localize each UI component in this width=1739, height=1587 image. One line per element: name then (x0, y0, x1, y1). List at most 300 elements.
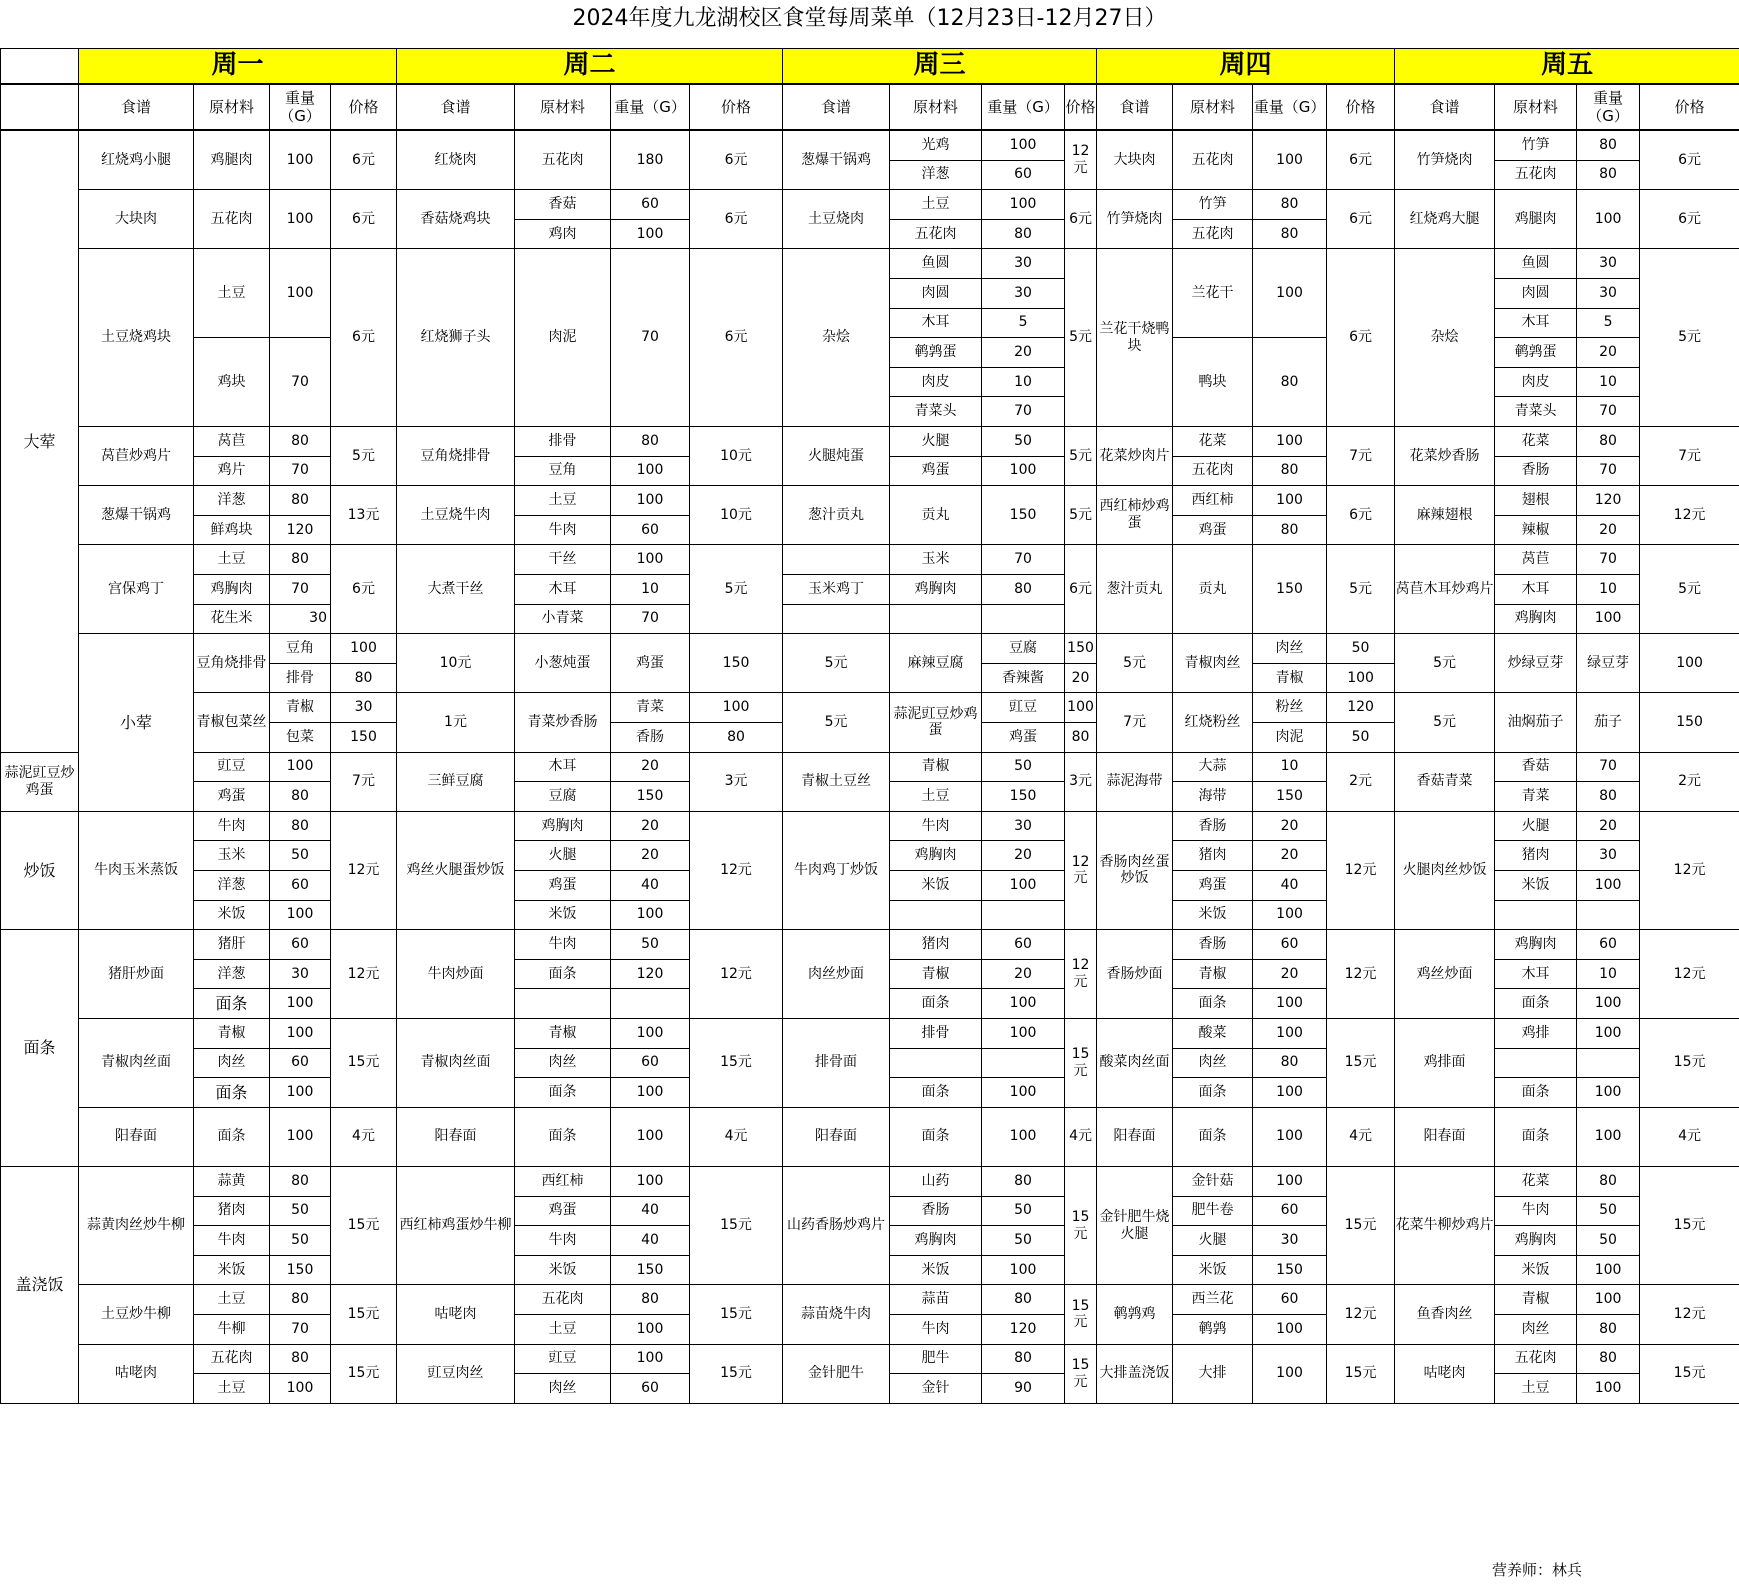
menu-cell: 香菇 (515, 190, 611, 220)
menu-cell: 100 (1253, 130, 1327, 190)
menu-cell: 10元 (397, 634, 515, 693)
menu-cell: 12元 (331, 930, 397, 1019)
menu-cell: 80 (982, 1285, 1065, 1315)
menu-cell: 豆角 (515, 456, 611, 486)
menu-cell: 米饭 (515, 1255, 611, 1285)
menu-cell: 香菇青菜 (1395, 752, 1495, 811)
menu-cell: 5元 (1097, 634, 1173, 693)
menu-cell: 鸡块 (194, 338, 270, 427)
menu-cell: 五花肉 (194, 1344, 270, 1374)
menu-cell: 米饭 (890, 870, 982, 900)
nutritionist-signature: 营养师：林兵 (1492, 1561, 1583, 1579)
menu-cell: 10 (1577, 959, 1640, 989)
menu-cell: 肉丝 (1253, 634, 1327, 664)
menu-cell: 杂烩 (783, 249, 890, 427)
menu-cell: 20 (611, 811, 690, 841)
menu-cell: 15元 (1065, 1018, 1097, 1107)
menu-cell: 莴苣炒鸡片 (79, 426, 194, 485)
menu-cell: 80 (1253, 338, 1327, 427)
corner-cell (1, 49, 79, 85)
menu-cell: 鸡蛋 (890, 456, 982, 486)
menu-cell: 猪肉 (1495, 841, 1577, 871)
menu-cell: 阳春面 (79, 1107, 194, 1166)
menu-cell: 葱爆干锅鸡 (79, 486, 194, 545)
menu-cell: 排骨 (515, 426, 611, 456)
menu-cell: 咕咾肉 (79, 1344, 194, 1403)
menu-cell: 12元 (1640, 811, 1739, 929)
menu-cell: 炒饭 (1, 811, 79, 929)
menu-row (1, 752, 1739, 782)
menu-cell: 100 (982, 130, 1065, 160)
menu-cell: 花生米 (194, 604, 270, 634)
menu-cell: 面条 (890, 989, 982, 1019)
menu-cell: 米饭 (194, 900, 270, 930)
menu-cell: 13元 (331, 486, 397, 545)
menu-cell: 炒绿豆芽 (1495, 634, 1577, 693)
menu-cell: 50 (982, 1226, 1065, 1256)
col-weight: 重量（G） (270, 84, 331, 130)
menu-cell: 7元 (331, 752, 397, 811)
menu-cell (515, 989, 611, 1019)
menu-cell: 阳春面 (397, 1107, 515, 1166)
menu-cell: 100 (611, 486, 690, 516)
menu-cell: 杂烩 (1395, 249, 1495, 427)
menu-cell: 豆角 (270, 634, 331, 664)
menu-cell: 15元 (690, 1285, 783, 1344)
menu-cell: 豇豆 (515, 1344, 611, 1374)
menu-cell: 6元 (331, 249, 397, 427)
menu-cell: 20 (982, 959, 1065, 989)
menu-cell: 150 (331, 723, 397, 753)
menu-cell: 80 (270, 426, 331, 456)
menu-cell: 100 (1253, 1018, 1327, 1048)
menu-cell: 50 (1327, 634, 1395, 664)
menu-cell: 80 (1253, 515, 1327, 545)
menu-cell: 香肠肉丝蛋炒饭 (1097, 811, 1173, 929)
menu-cell: 150 (1253, 782, 1327, 812)
menu-cell: 5元 (783, 693, 890, 752)
menu-cell: 木耳 (890, 308, 982, 338)
menu-cell: 5元 (331, 426, 397, 485)
menu-cell: 12元 (331, 811, 397, 929)
menu-cell: 30 (270, 959, 331, 989)
menu-cell: 5元 (1395, 693, 1495, 752)
menu-cell: 80 (1253, 219, 1327, 249)
menu-cell: 100 (1577, 1078, 1640, 1108)
menu-cell: 花菜牛柳炒鸡片 (1395, 1166, 1495, 1284)
menu-cell: 肉丝 (515, 1048, 611, 1078)
menu-cell: 60 (1253, 1285, 1327, 1315)
menu-cell: 五花肉 (194, 190, 270, 249)
menu-cell: 70 (270, 1314, 331, 1344)
menu-cell: 3元 (690, 752, 783, 811)
menu-cell: 土豆 (515, 486, 611, 516)
menu-cell: 排骨 (890, 1018, 982, 1048)
menu-cell: 40 (611, 870, 690, 900)
menu-cell: 茄子 (1577, 693, 1640, 752)
menu-cell: 120 (270, 515, 331, 545)
menu-cell: 豆角烧排骨 (397, 426, 515, 485)
menu-cell: 红烧鸡小腿 (79, 130, 194, 190)
menu-cell: 鸡蛋 (611, 634, 690, 693)
menu-cell: 兰花干 (1173, 249, 1253, 338)
menu-cell: 60 (1253, 930, 1327, 960)
menu-cell (982, 900, 1065, 930)
menu-cell: 6元 (690, 190, 783, 249)
menu-cell: 豇豆 (982, 693, 1065, 723)
menu-cell: 12元 (1065, 930, 1097, 1019)
menu-row (1, 1285, 1739, 1315)
menu-cell: 面条 (515, 1107, 611, 1166)
col-price: 价格 (331, 84, 397, 130)
menu-cell: 山药 (890, 1166, 982, 1196)
col-weight: 重量（G） (982, 84, 1065, 130)
menu-cell: 12元 (690, 811, 783, 929)
menu-cell: 30 (1253, 1226, 1327, 1256)
menu-cell: 金针菇 (1173, 1166, 1253, 1196)
menu-cell: 大排盖浇饭 (1097, 1344, 1173, 1403)
menu-cell: 100 (1253, 426, 1327, 456)
menu-cell: 土豆 (194, 545, 270, 575)
menu-cell: 小葱炖蛋 (515, 634, 611, 693)
menu-cell (982, 1048, 1065, 1078)
menu-cell: 鸡肉 (515, 219, 611, 249)
corner-cell-2 (1, 84, 79, 130)
menu-cell: 80 (982, 1166, 1065, 1196)
menu-row (1, 693, 1739, 723)
menu-cell: 100 (611, 1018, 690, 1048)
menu-cell: 5元 (1065, 249, 1097, 427)
menu-cell: 60 (1577, 930, 1640, 960)
menu-cell: 土豆烧鸡块 (79, 249, 194, 427)
menu-cell: 60 (611, 190, 690, 220)
menu-cell: 60 (270, 1048, 331, 1078)
menu-cell: 70 (982, 545, 1065, 575)
menu-cell: 米饭 (515, 900, 611, 930)
menu-cell: 面条 (890, 1107, 982, 1166)
menu-cell: 100 (611, 900, 690, 930)
menu-cell: 4元 (1640, 1107, 1739, 1166)
menu-table (0, 48, 1739, 1404)
menu-cell: 70 (1577, 397, 1640, 427)
menu-cell: 150 (1065, 634, 1097, 664)
menu-row (1, 426, 1739, 456)
menu-cell: 12元 (1327, 1285, 1395, 1344)
menu-cell: 鸡胸肉 (194, 574, 270, 604)
menu-cell: 120 (982, 1314, 1065, 1344)
menu-cell: 肉丝 (515, 1374, 611, 1404)
col-ingredient: 原材料 (1173, 84, 1253, 130)
menu-cell: 70 (1577, 456, 1640, 486)
menu-cell: 20 (611, 752, 690, 782)
menu-cell: 牛肉炒面 (397, 930, 515, 1019)
menu-cell: 鸡胸肉 (515, 811, 611, 841)
menu-cell: 80 (270, 486, 331, 516)
menu-cell: 6元 (1327, 249, 1395, 427)
menu-cell: 50 (982, 426, 1065, 456)
menu-cell: 豇豆肉丝 (397, 1344, 515, 1403)
menu-cell: 100 (270, 1018, 331, 1048)
menu-cell: 青椒包菜丝 (194, 693, 270, 752)
menu-cell: 火腿 (890, 426, 982, 456)
menu-cell: 90 (982, 1374, 1065, 1404)
menu-cell: 牛肉 (194, 1226, 270, 1256)
menu-cell: 鸡蛋 (515, 1196, 611, 1226)
menu-cell: 100 (270, 1107, 331, 1166)
menu-cell (1577, 1048, 1640, 1078)
menu-cell: 青椒 (270, 693, 331, 723)
menu-cell: 1元 (397, 693, 515, 752)
menu-cell: 鸡胸肉 (890, 574, 982, 604)
menu-cell: 80 (1577, 160, 1640, 190)
menu-cell: 面条 (1495, 989, 1577, 1019)
menu-cell: 肉圆 (1495, 278, 1577, 308)
col-weight: 重量（G） (1577, 84, 1640, 130)
menu-cell: 30 (270, 604, 331, 634)
menu-cell: 150 (1253, 1255, 1327, 1285)
menu-cell: 40 (611, 1226, 690, 1256)
col-price: 价格 (1065, 84, 1097, 130)
menu-cell: 洋葱 (194, 486, 270, 516)
menu-cell: 6元 (1640, 130, 1739, 190)
menu-cell: 20 (982, 841, 1065, 871)
menu-cell: 莴苣 (1495, 545, 1577, 575)
menu-cell: 鹌鹑蛋 (1495, 338, 1577, 368)
menu-cell: 150 (611, 1255, 690, 1285)
menu-cell: 米饭 (194, 1255, 270, 1285)
menu-cell: 土豆炒牛柳 (79, 1285, 194, 1344)
menu-cell: 12元 (1065, 130, 1097, 190)
menu-cell: 15元 (331, 1166, 397, 1284)
menu-cell (982, 604, 1065, 634)
menu-cell: 15元 (1065, 1344, 1097, 1403)
menu-cell: 猪肉 (194, 1196, 270, 1226)
menu-cell: 青菜头 (890, 397, 982, 427)
menu-cell: 80 (1253, 456, 1327, 486)
menu-cell: 100 (611, 219, 690, 249)
menu-cell: 30 (982, 278, 1065, 308)
menu-cell: 60 (982, 930, 1065, 960)
menu-cell: 木耳 (1495, 574, 1577, 604)
menu-cell: 西红柿 (1173, 486, 1253, 516)
menu-cell: 五花肉 (515, 130, 611, 190)
menu-cell: 100 (1577, 604, 1640, 634)
menu-cell: 包菜 (270, 723, 331, 753)
menu-cell: 牛肉 (515, 930, 611, 960)
menu-cell: 100 (611, 1078, 690, 1108)
menu-cell: 100 (331, 634, 397, 664)
col-dish: 食谱 (783, 84, 890, 130)
menu-cell: 盖浇饭 (1, 1166, 79, 1403)
menu-cell: 100 (1253, 989, 1327, 1019)
menu-cell: 30 (982, 249, 1065, 279)
menu-cell: 金针肥牛烧火腿 (1097, 1166, 1173, 1284)
menu-cell: 土豆烧肉 (783, 190, 890, 249)
menu-cell: 西红柿炒鸡蛋 (1097, 486, 1173, 545)
menu-cell: 80 (1577, 1314, 1640, 1344)
col-price: 价格 (1640, 84, 1739, 130)
menu-cell: 20 (611, 841, 690, 871)
menu-cell: 肉皮 (1495, 367, 1577, 397)
menu-cell: 红烧狮子头 (397, 249, 515, 427)
menu-cell: 猪肝炒面 (79, 930, 194, 1019)
menu-cell: 鸡蛋 (515, 870, 611, 900)
menu-cell: 6元 (1065, 545, 1097, 634)
menu-cell: 绿豆芽 (1577, 634, 1640, 693)
menu-cell: 100 (270, 190, 331, 249)
menu-cell: 大块肉 (79, 190, 194, 249)
menu-cell: 100 (982, 870, 1065, 900)
menu-cell: 蒜黄 (194, 1166, 270, 1196)
menu-cell: 阳春面 (1395, 1107, 1495, 1166)
menu-cell: 20 (1577, 338, 1640, 368)
menu-cell: 15元 (1640, 1166, 1739, 1284)
menu-cell: 30 (1577, 841, 1640, 871)
menu-cell: 牛肉 (890, 1314, 982, 1344)
menu-cell: 肉丝 (1495, 1314, 1577, 1344)
menu-cell: 6元 (690, 249, 783, 427)
menu-cell: 小荤 (79, 634, 194, 812)
menu-cell: 油焖茄子 (1495, 693, 1577, 752)
menu-cell: 12元 (1640, 1285, 1739, 1344)
menu-cell: 木耳 (515, 574, 611, 604)
menu-cell: 60 (611, 1374, 690, 1404)
menu-cell: 鹌鹑鸡 (1097, 1285, 1173, 1344)
menu-cell: 面条 (1495, 1107, 1577, 1166)
menu-cell: 20 (1253, 959, 1327, 989)
menu-cell: 100 (982, 1018, 1065, 1048)
menu-cell: 12元 (1065, 811, 1097, 929)
menu-cell: 12元 (1640, 930, 1739, 1019)
menu-cell: 100 (1327, 663, 1395, 693)
menu-cell: 80 (270, 811, 331, 841)
menu-cell: 100 (982, 1078, 1065, 1108)
menu-cell: 五花肉 (515, 1285, 611, 1315)
menu-cell: 100 (1253, 486, 1327, 516)
menu-cell: 20 (1577, 811, 1640, 841)
menu-cell: 150 (1253, 545, 1327, 634)
menu-cell: 鹌鹑 (1173, 1314, 1253, 1344)
menu-cell: 青椒 (515, 1018, 611, 1048)
menu-cell: 鸡胸肉 (890, 1226, 982, 1256)
menu-cell: 青菜 (611, 693, 690, 723)
menu-cell: 西兰花 (1173, 1285, 1253, 1315)
menu-cell: 面条 (1173, 1078, 1253, 1108)
menu-cell: 鸡丝火腿蛋炒饭 (397, 811, 515, 929)
menu-cell: 80 (1577, 130, 1640, 160)
day-header-thu: 周四 (1097, 49, 1395, 85)
menu-cell: 100 (611, 545, 690, 575)
menu-cell: 3元 (1065, 752, 1097, 811)
menu-cell: 西红柿鸡蛋炒牛柳 (397, 1166, 515, 1284)
menu-cell: 100 (1577, 1285, 1640, 1315)
menu-cell: 米饭 (1495, 1255, 1577, 1285)
menu-cell: 青椒土豆丝 (783, 752, 890, 811)
menu-cell: 100 (611, 1107, 690, 1166)
menu-cell: 100 (982, 190, 1065, 220)
menu-cell: 50 (611, 930, 690, 960)
menu-cell: 米饭 (1495, 870, 1577, 900)
menu-cell: 100 (611, 456, 690, 486)
menu-cell: 15元 (1065, 1166, 1097, 1284)
menu-cell: 50 (1327, 723, 1395, 753)
menu-row (1, 249, 1739, 279)
menu-cell: 70 (1577, 752, 1640, 782)
menu-cell: 100 (1577, 870, 1640, 900)
menu-cell: 贡丸 (890, 486, 982, 545)
menu-cell: 土豆 (890, 190, 982, 220)
menu-cell: 100 (270, 130, 331, 190)
menu-cell: 土豆 (1495, 1374, 1577, 1404)
menu-row (1, 1107, 1739, 1137)
menu-row (1, 930, 1739, 960)
menu-cell: 80 (1577, 1344, 1640, 1374)
menu-cell: 青椒 (1173, 959, 1253, 989)
menu-cell: 80 (270, 782, 331, 812)
menu-cell: 鸡排 (1495, 1018, 1577, 1048)
menu-cell: 土豆 (194, 1374, 270, 1404)
menu-cell: 香肠 (890, 1196, 982, 1226)
menu-cell: 60 (611, 515, 690, 545)
menu-cell: 竹笋烧肉 (1395, 130, 1495, 190)
menu-cell: 大煮干丝 (397, 545, 515, 634)
menu-cell: 猪肉 (1173, 841, 1253, 871)
menu-cell: 五花肉 (1173, 219, 1253, 249)
menu-cell: 肥牛 (890, 1344, 982, 1374)
menu-cell: 50 (270, 1226, 331, 1256)
menu-cell: 青椒 (1495, 1285, 1577, 1315)
menu-cell: 150 (690, 634, 783, 693)
menu-cell: 牛肉 (515, 1226, 611, 1256)
col-weight: 重量（G） (611, 84, 690, 130)
col-ingredient: 原材料 (194, 84, 270, 130)
day-header-wed: 周三 (783, 49, 1097, 85)
menu-cell: 香肠 (611, 723, 690, 753)
menu-cell: 牛肉 (1495, 1196, 1577, 1226)
menu-cell: 70 (1577, 545, 1640, 575)
menu-cell: 五花肉 (1173, 456, 1253, 486)
menu-cell: 60 (270, 930, 331, 960)
col-price: 价格 (1327, 84, 1395, 130)
menu-cell: 120 (1327, 693, 1395, 723)
day-header-mon: 周一 (79, 49, 397, 85)
menu-cell: 米饭 (890, 1255, 982, 1285)
menu-cell: 70 (270, 338, 331, 427)
menu-cell: 80 (270, 1166, 331, 1196)
menu-cell: 100 (270, 900, 331, 930)
menu-cell: 莴苣 (194, 426, 270, 456)
menu-cell: 香肠 (1173, 930, 1253, 960)
menu-cell: 玉米 (890, 545, 982, 575)
menu-cell: 80 (1577, 1166, 1640, 1196)
menu-cell: 翅根 (1495, 486, 1577, 516)
menu-cell: 宫保鸡丁 (79, 545, 194, 634)
menu-cell: 60 (982, 160, 1065, 190)
menu-cell: 10 (1577, 367, 1640, 397)
menu-cell: 麻辣翅根 (1395, 486, 1495, 545)
menu-cell: 100 (270, 752, 331, 782)
menu-cell: 香菇 (1495, 752, 1577, 782)
menu-cell: 12元 (1327, 930, 1395, 1019)
page-title: 2024年度九龙湖校区食堂每周菜单（12月23日-12月27日） (572, 6, 1167, 31)
menu-cell: 5 (1577, 308, 1640, 338)
menu-cell: 4元 (1327, 1107, 1395, 1166)
menu-cell: 30 (982, 811, 1065, 841)
menu-cell: 火腿 (515, 841, 611, 871)
menu-cell: 青椒肉丝面 (79, 1018, 194, 1107)
menu-cell: 五花肉 (890, 219, 982, 249)
menu-cell: 70 (611, 249, 690, 427)
